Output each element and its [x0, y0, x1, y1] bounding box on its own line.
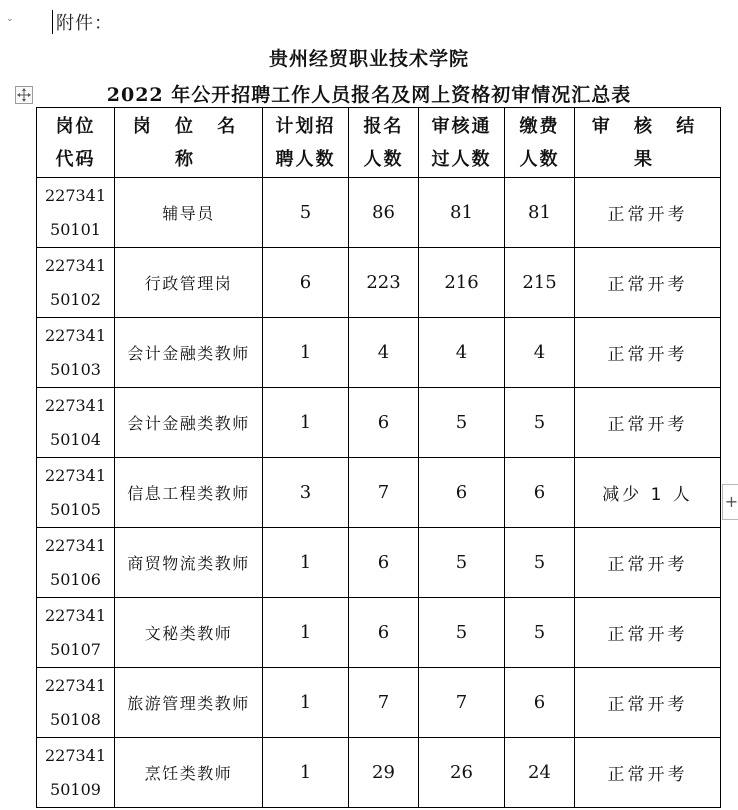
cell-paid: 5: [505, 598, 575, 668]
cell-name: 旅游管理类教师: [115, 668, 263, 738]
cell-planned: 1: [263, 388, 349, 458]
cell-paid: 4: [505, 318, 575, 388]
cell-name: 文秘类教师: [115, 598, 263, 668]
cell-code: 227341 50109: [37, 738, 115, 808]
table-move-handle[interactable]: [15, 86, 33, 104]
cell-name: 行政管理岗: [115, 248, 263, 318]
plus-icon: +: [724, 492, 738, 511]
cell-paid: 6: [505, 458, 575, 528]
cell-registered: 7: [349, 458, 419, 528]
header-result: 审 核 结 果: [575, 108, 721, 178]
cell-registered: 6: [349, 598, 419, 668]
table-row: [37, 178, 721, 248]
cell-code: 227341 50106: [37, 528, 115, 598]
cell-result: 减少 1 人: [575, 458, 721, 528]
cell-result: 正常开考: [575, 668, 721, 738]
cell-approved: 5: [419, 528, 505, 598]
cell-paid: 5: [505, 388, 575, 458]
cell-result: 正常开考: [575, 528, 721, 598]
cell-approved: 4: [419, 318, 505, 388]
add-column-handle[interactable]: [722, 484, 738, 520]
cell-code: 227341 50102: [37, 248, 115, 318]
cell-planned: 1: [263, 528, 349, 598]
cell-code: 227341 50104: [37, 388, 115, 458]
move-arrows-icon: [16, 87, 32, 103]
cell-result: 正常开考: [575, 248, 721, 318]
cell-code: 227341 50108: [37, 668, 115, 738]
cell-code: 227341 50107: [37, 598, 115, 668]
cell-name: 信息工程类教师: [115, 458, 263, 528]
cell-paid: 5: [505, 528, 575, 598]
table-row: [37, 248, 721, 318]
cell-paid: 6: [505, 668, 575, 738]
cell-result: 正常开考: [575, 738, 721, 808]
cell-result: 正常开考: [575, 178, 721, 248]
header-name: 岗 位 名 称: [115, 108, 263, 178]
cell-paid: 215: [505, 248, 575, 318]
table-row: [37, 598, 721, 668]
cell-planned: 3: [263, 458, 349, 528]
cell-registered: 223: [349, 248, 419, 318]
cell-code: 227341 50103: [37, 318, 115, 388]
cell-planned: 1: [263, 318, 349, 388]
attachment-label: 附件：: [56, 13, 113, 34]
header-registered: 报名 人数: [349, 108, 419, 178]
cell-result: 正常开考: [575, 598, 721, 668]
cell-planned: 6: [263, 248, 349, 318]
cell-registered: 86: [349, 178, 419, 248]
cell-planned: 1: [263, 738, 349, 808]
header-code: 岗位 代码: [37, 108, 115, 178]
cell-name: 烹饪类教师: [115, 738, 263, 808]
table-row: [37, 318, 721, 388]
cell-name: 会计金融类教师: [115, 388, 263, 458]
cell-registered: 29: [349, 738, 419, 808]
header-row: [37, 108, 721, 178]
text-cursor: [52, 10, 53, 34]
cell-approved: 216: [419, 248, 505, 318]
cell-registered: 6: [349, 528, 419, 598]
cell-planned: 5: [263, 178, 349, 248]
cell-planned: 1: [263, 598, 349, 668]
summary-table: [36, 107, 721, 808]
cell-approved: 81: [419, 178, 505, 248]
cell-code: 227341 50105: [37, 458, 115, 528]
cell-approved: 5: [419, 598, 505, 668]
cell-code: 227341 50101: [37, 178, 115, 248]
cell-name: 会计金融类教师: [115, 318, 263, 388]
cell-registered: 7: [349, 668, 419, 738]
table-row: [37, 668, 721, 738]
header-approved: 审核通 过人数: [419, 108, 505, 178]
cell-approved: 26: [419, 738, 505, 808]
header-paid: 缴费 人数: [505, 108, 575, 178]
document-title: 贵州经贸职业技术学院: [268, 48, 469, 70]
cell-paid: 24: [505, 738, 575, 808]
table-row: [37, 528, 721, 598]
table-row: [37, 738, 721, 808]
cell-name: 商贸物流类教师: [115, 528, 263, 598]
collapse-marker-icon: ⌄: [6, 14, 14, 24]
cell-registered: 6: [349, 388, 419, 458]
cell-paid: 81: [505, 178, 575, 248]
cell-result: 正常开考: [575, 318, 721, 388]
cell-registered: 4: [349, 318, 419, 388]
cell-result: 正常开考: [575, 388, 721, 458]
cell-approved: 5: [419, 388, 505, 458]
cell-approved: 6: [419, 458, 505, 528]
table-row: [37, 458, 721, 528]
header-planned: 计划招 聘人数: [263, 108, 349, 178]
cell-planned: 1: [263, 668, 349, 738]
cell-name: 辅导员: [115, 178, 263, 248]
cell-approved: 7: [419, 668, 505, 738]
document-subtitle: 2022 年公开招聘工作人员报名及网上资格初审情况汇总表: [106, 84, 632, 106]
table-row: [37, 388, 721, 458]
